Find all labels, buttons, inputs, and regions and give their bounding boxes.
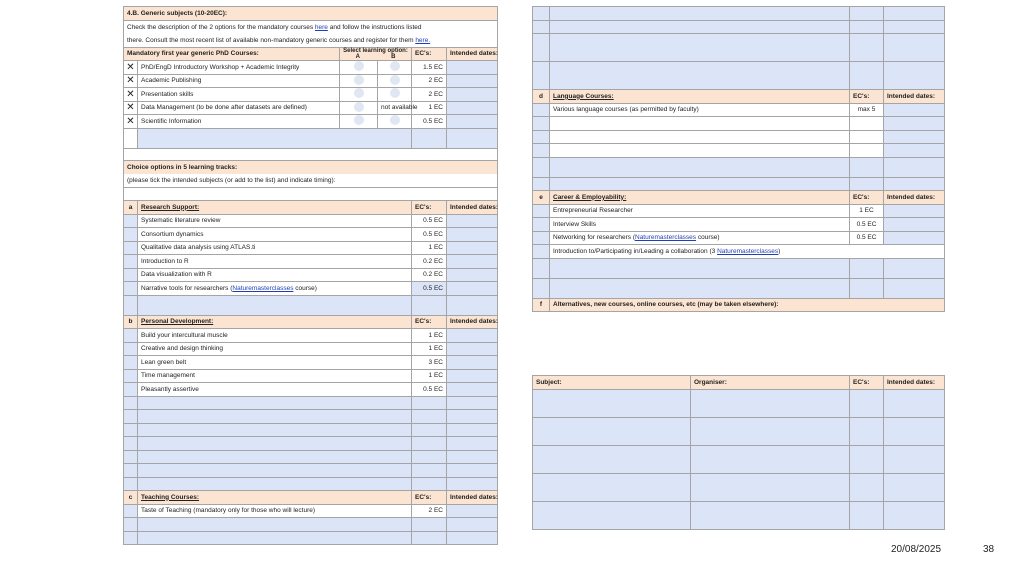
intended-date-input[interactable]	[447, 228, 498, 242]
course-row: Introduction to/Participating in/Leading a collaboration (3 Naturemasterclasses)	[533, 245, 945, 259]
footer-date: 20/08/2025	[891, 544, 942, 555]
intended-date-input[interactable]	[447, 88, 498, 102]
tick-box[interactable]	[124, 369, 138, 383]
add-course-input[interactable]	[138, 423, 412, 437]
intended-date-input[interactable]	[447, 369, 498, 383]
intended-date-input[interactable]	[884, 218, 945, 232]
option-a-radio[interactable]	[354, 115, 364, 125]
add-course-input[interactable]	[550, 130, 850, 144]
track-a-title: Research Support:	[138, 201, 412, 215]
course-row: Lean green belt 3 EC	[124, 356, 498, 370]
course-row: Pleasantly assertive 0.5 EC	[124, 383, 498, 397]
subject-input[interactable]	[533, 501, 691, 529]
add-course-input[interactable]	[550, 258, 850, 278]
add-course-input[interactable]	[138, 518, 412, 532]
intended-date-input[interactable]	[447, 255, 498, 269]
track-c-title: Teaching Courses:	[138, 491, 412, 505]
naturemasterclasses-link[interactable]: Naturemasterclasses	[232, 284, 294, 292]
add-course-input[interactable]	[550, 177, 850, 191]
option-b-radio[interactable]	[390, 61, 400, 71]
generic-subjects-table: 4.B. Generic subjects (10-20EC): Check the description of the 2 options for the mandatory courses here and follow the instructions listed there. Consult the most recent list of available non-mandatory generic courses and register for them here. Mandatory first year generic PhD Courses: Select learning option: A B EC's: Intended dates: ✕ PhD/EngD Introductory Workshop + Academic Integrity 1.5 EC ✕ Academic Publishing 2 EC ✕ Presentation skills 2 EC ✕ Data Management (to be done after datasets are defined) not available 1 EC ✕ Scientific Information 0.5 EC Choice options in 5 learning tracks: (please tick the intended subjects (or add to the list) and indicate timing): a Research Support: EC's: Intended dates: Systematic literature review 0.5 EC Consortium dynamics 0.5 EC Qualitative data analysis using ATLAS.ti 1 EC Introduction to R 0.2 EC Data visualization with R 0.2 EC Narrative tools for researchers (Naturemasterclasses course) 0.5 EC b Personal Development: EC's: Intended dates: Build your intercultural muscle 1 EC Creative and design thinking 1 EC Lean green belt 3 EC Time management 1 EC Pleasantly assertive 0.5 EC c Teaching Courses: EC's: Intended dates: Taste of Teaching (mandatory only for those who will lecture) 2 EC	[123, 6, 498, 545]
intended-date-input[interactable]	[447, 268, 498, 282]
intended-date-input[interactable]	[447, 329, 498, 343]
add-course-input[interactable]	[138, 450, 412, 464]
intended-date-input[interactable]	[884, 103, 945, 117]
course-row: Consortium dynamics 0.5 EC	[124, 228, 498, 242]
course-row: Entrepreneurial Researcher 1 EC	[533, 204, 945, 218]
intended-date-input[interactable]	[447, 61, 498, 75]
organiser-input[interactable]	[691, 389, 850, 417]
option-a-radio[interactable]	[354, 88, 364, 98]
intended-date-input[interactable]	[884, 231, 945, 245]
add-course-input[interactable]	[138, 128, 412, 148]
alternatives-table: Subject: Organiser: EC's: Intended dates:	[532, 375, 945, 530]
naturemasterclasses-link[interactable]: Naturemasterclasses	[717, 247, 779, 255]
option-b-radio[interactable]	[390, 88, 400, 98]
page-number: 38	[983, 544, 995, 555]
intended-date-input[interactable]	[447, 342, 498, 356]
course-row: Networking for researchers (Naturemasterclasses course) 0.5 EC	[533, 231, 945, 245]
cross-icon[interactable]: ✕	[124, 88, 138, 102]
course-row: Data visualization with R 0.2 EC	[124, 268, 498, 282]
track-b-letter: b	[124, 315, 138, 329]
intended-date-input[interactable]	[447, 282, 498, 296]
tick-box[interactable]	[533, 218, 550, 232]
track-e-title: Career & Employability:	[550, 191, 850, 205]
option-a-radio[interactable]	[354, 75, 364, 85]
intended-date-input[interactable]	[447, 101, 498, 115]
add-course-input[interactable]	[550, 117, 850, 131]
track-b-title: Personal Development:	[138, 315, 412, 329]
tick-box[interactable]	[533, 204, 550, 218]
not-available-note: not available	[378, 101, 412, 115]
intended-date-input[interactable]	[447, 115, 498, 129]
track-d-title: Language Courses:	[550, 90, 850, 104]
course-row: Various language courses (as permitted by faculty) max 5	[533, 103, 945, 117]
register-courses-link[interactable]: here.	[415, 36, 431, 44]
track-c-letter: c	[124, 491, 138, 505]
tick-box[interactable]	[124, 228, 138, 242]
cross-icon[interactable]: ✕	[124, 74, 138, 88]
add-course-input[interactable]	[138, 396, 412, 410]
mandatory-row: ✕ Data Management (to be done after datasets are defined) not available 1 EC	[124, 101, 498, 115]
tick-box[interactable]	[124, 282, 138, 296]
tick-box[interactable]	[124, 268, 138, 282]
tick-box[interactable]	[124, 241, 138, 255]
intended-date-input[interactable]	[884, 204, 945, 218]
course-row: Narrative tools for researchers (Naturemasterclasses course) 0.5 EC	[124, 282, 498, 296]
option-b-radio[interactable]	[390, 75, 400, 85]
course-row: Taste of Teaching (mandatory only for those who will lecture) 2 EC	[124, 504, 498, 518]
mandatory-row: ✕ PhD/EngD Introductory Workshop + Academic Integrity 1.5 EC	[124, 61, 498, 75]
track-d-letter: d	[533, 90, 550, 104]
intended-header: Intended dates:	[447, 47, 498, 61]
tick-box[interactable]	[533, 231, 550, 245]
tracks-continued-table: d Language Courses: EC's: Intended dates: Various language courses (as permitted by faculty) max 5 e Career & Employability: EC's: Intended dates: Entrepreneurial Researcher 1 EC Interview Skills 0.5 EC Networking for researchers (Naturemasterclasses course) 0.5 EC Introduction to/Participating in/Leading a collaboration (3 Naturemasterclasses) f Alternatives, new courses, online courses, etc (may be taken elsewhere):	[532, 6, 945, 312]
course-row: Time management 1 EC	[124, 369, 498, 383]
mandatory-row: ✕ Academic Publishing 2 EC	[124, 74, 498, 88]
tick-box[interactable]	[124, 383, 138, 397]
track-f-title: Alternatives, new courses, online courses, etc (may be taken elsewhere):	[550, 298, 945, 312]
tick-box[interactable]	[124, 504, 138, 518]
add-course-input[interactable]	[138, 464, 412, 478]
track-f-letter: f	[533, 298, 550, 312]
tick-box[interactable]	[124, 255, 138, 269]
course-row: Creative and design thinking 1 EC	[124, 342, 498, 356]
mandatory-row: ✕ Presentation skills 2 EC	[124, 88, 498, 102]
cross-icon[interactable]: ✕	[124, 61, 138, 75]
cross-icon[interactable]: ✕	[124, 101, 138, 115]
organiser-input[interactable]	[691, 501, 850, 529]
choice-subtitle: (please tick the intended subjects (or add to the list) and indicate timing):	[124, 174, 498, 188]
add-course-input[interactable]	[550, 278, 850, 298]
course-row: Systematic literature review 0.5 EC	[124, 214, 498, 228]
intended-date-input[interactable]	[447, 383, 498, 397]
course-row: Build your intercultural muscle 1 EC	[124, 329, 498, 343]
tick-box[interactable]	[533, 245, 550, 259]
option-b-label: B	[391, 53, 396, 60]
organiser-input[interactable]	[691, 417, 850, 445]
option-b-radio[interactable]	[390, 115, 400, 125]
option-a-label: A	[355, 53, 360, 60]
course-row: Interview Skills 0.5 EC	[533, 218, 945, 232]
tick-box[interactable]	[124, 356, 138, 370]
intended-date-input[interactable]	[447, 504, 498, 518]
tick-box[interactable]	[124, 214, 138, 228]
tick-box[interactable]	[124, 329, 138, 343]
add-course-input[interactable]	[138, 477, 412, 491]
naturemasterclasses-link[interactable]: Naturemasterclasses	[635, 234, 697, 242]
select-option-label: Select learning option:	[343, 47, 408, 54]
subject-input[interactable]	[533, 389, 691, 417]
subject-header: Subject:	[533, 376, 691, 390]
option-a-radio[interactable]	[354, 61, 364, 71]
intended-date-input[interactable]	[447, 241, 498, 255]
tick-box[interactable]	[124, 342, 138, 356]
subject-input[interactable]	[533, 473, 691, 501]
mandatory-header: Mandatory first year generic PhD Courses:	[124, 47, 340, 61]
intended-date-input[interactable]	[447, 214, 498, 228]
intended-date-input[interactable]	[447, 356, 498, 370]
option-a-radio[interactable]	[354, 102, 364, 112]
subject-input[interactable]	[533, 445, 691, 473]
add-course-input[interactable]	[550, 144, 850, 158]
section-title: 4.B. Generic subjects (10-20EC):	[124, 7, 498, 21]
course-row: Qualitative data analysis using ATLAS.ti 1 EC	[124, 241, 498, 255]
ec-header: EC's:	[412, 47, 447, 61]
intended-date-input[interactable]	[447, 74, 498, 88]
add-course-input[interactable]	[138, 437, 412, 451]
track-a-letter: a	[124, 201, 138, 215]
organiser-input[interactable]	[691, 445, 850, 473]
add-course-input[interactable]	[138, 531, 412, 545]
add-course-input[interactable]	[550, 157, 850, 177]
add-course-input[interactable]	[138, 295, 412, 315]
subject-input[interactable]	[533, 417, 691, 445]
track-e-letter: e	[533, 191, 550, 205]
organiser-input[interactable]	[691, 473, 850, 501]
organiser-header: Organiser:	[691, 376, 850, 390]
add-course-input[interactable]	[138, 410, 412, 424]
mandatory-courses-link[interactable]: here	[314, 23, 328, 31]
choice-title: Choice options in 5 learning tracks:	[124, 160, 498, 174]
tick-box[interactable]	[533, 103, 550, 117]
cross-icon[interactable]: ✕	[124, 115, 138, 129]
mandatory-row: ✕ Scientific Information 0.5 EC	[124, 115, 498, 129]
course-row: Introduction to R 0.2 EC	[124, 255, 498, 269]
